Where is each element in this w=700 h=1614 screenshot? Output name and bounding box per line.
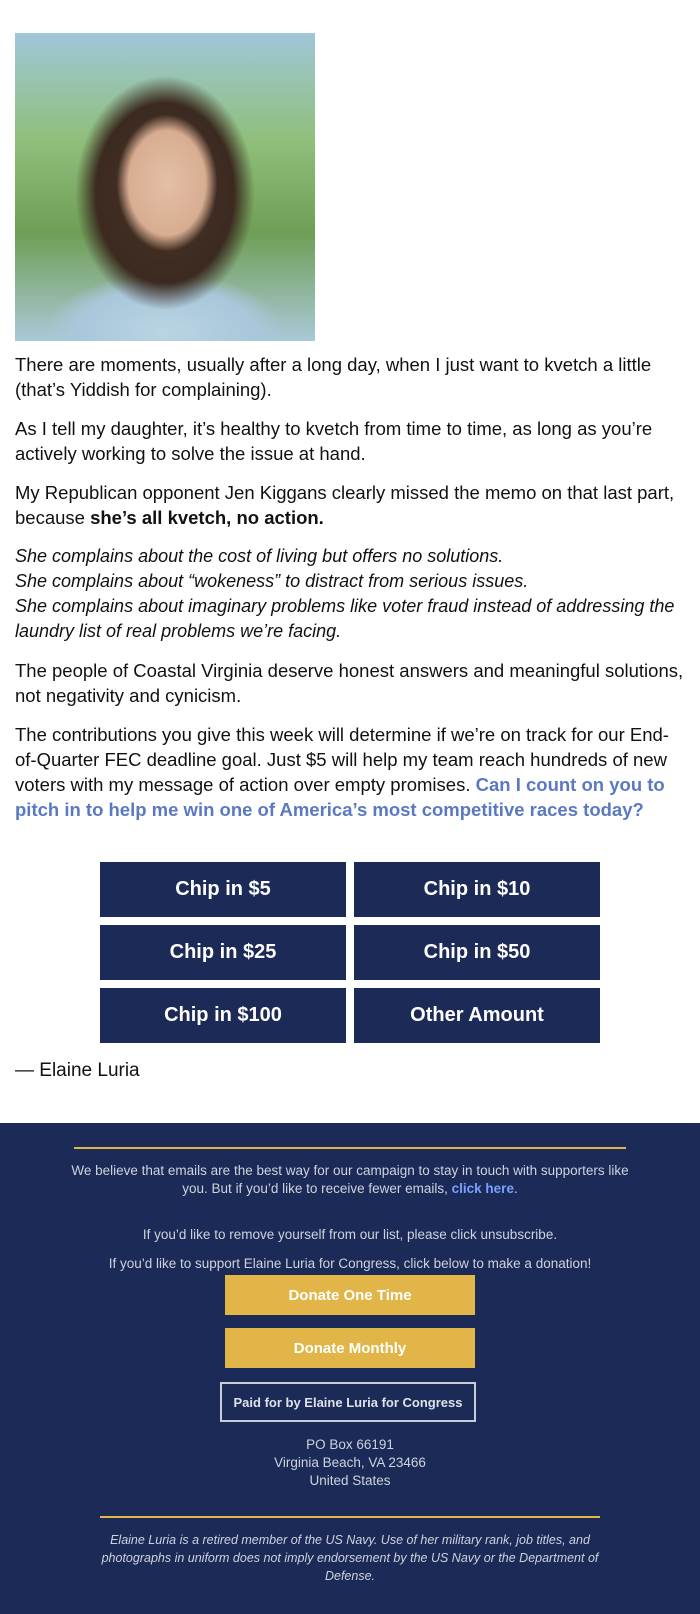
signature: — Elaine Luria <box>15 1060 140 1081</box>
opponent-emphasis: she’s all kvetch, no action. <box>90 507 324 528</box>
chip-in-25-button[interactable]: Chip in $25 <box>100 925 346 980</box>
fewer-emails-text <box>70 1162 630 1198</box>
opponent-text: My Republican opponent Jen Kiggans clearly missed the memo on that last part, because <box>15 482 675 528</box>
unsubscribe-text: If you’d like to remove yourself from our list, please click unsubscribe. <box>142 1227 558 1242</box>
chip-in-100-button[interactable]: Chip in $100 <box>100 988 346 1043</box>
address-line: PO Box 66191 <box>306 1437 394 1452</box>
complaint-line: She complains about imaginary problems like voter fraud instead of addressing the laundry list of real problems we’re facing. <box>15 596 675 641</box>
contributions-text: The contributions you give this week will determine if we’re on track for our End-of-Quarter FEC deadline goal. Just $5 will help my team reach hundreds of new voters with my message of action over empty promises. <box>15 724 669 795</box>
candidate-photo <box>15 33 315 341</box>
navy-disclaimer: Elaine Luria is a retired member of the US Navy. Use of her military rank, job titles, and photographs in uniform does not imply endorsement by the US Navy or the Department of Defense. <box>101 1533 599 1583</box>
fewer-emails-period: . <box>513 1181 518 1196</box>
footer <box>0 1123 700 1614</box>
fewer-emails-message: We believe that emails are the best way for our campaign to stay in touch with supporters like you. But if you’d like to receive fewer emails, <box>71 1163 629 1196</box>
paragraph-opponent <box>15 480 687 530</box>
support-text: If you’d like to support Elaine Luria for Congress, click below to make a donation! <box>108 1256 592 1271</box>
other-amount-button[interactable]: Other Amount <box>354 988 600 1043</box>
paragraph-coastal-virginia: The people of Coastal Virginia deserve honest answers and meaningful solutions, not negativity and cynicism. <box>15 660 684 706</box>
mailing-address <box>0 1436 700 1490</box>
complaints-list <box>15 544 687 644</box>
paragraph-daughter: As I tell my daughter, it’s healthy to kvetch from time to time, as long as you’re actively working to solve the issue at hand. <box>15 418 653 464</box>
paid-for-disclaimer: Paid for by Elaine Luria for Congress <box>220 1382 476 1422</box>
donate-one-time-button[interactable]: Donate One Time <box>225 1275 475 1315</box>
footer-divider-bottom <box>100 1516 600 1518</box>
paragraph-kvetch: There are moments, usually after a long day, when I just want to kvetch a little (that’s Yiddish for complaining). <box>15 354 652 400</box>
address-line: Virginia Beach, VA 23466 <box>274 1455 426 1470</box>
fewer-emails-link[interactable]: click here <box>451 1181 514 1196</box>
complaint-line: She complains about “wokeness” to distract from serious issues. <box>15 571 529 591</box>
donation-buttons <box>100 862 600 1043</box>
complaint-line: She complains about the cost of living but offers no solutions. <box>15 546 504 566</box>
donate-monthly-button[interactable]: Donate Monthly <box>225 1328 475 1368</box>
address-line: United States <box>309 1473 391 1488</box>
footer-divider-top <box>74 1147 626 1149</box>
chip-in-50-button[interactable]: Chip in $50 <box>354 925 600 980</box>
chip-in-10-button[interactable]: Chip in $10 <box>354 862 600 917</box>
pitch-in-link[interactable]: Can I count on you to pitch in to help me win one of America’s most competitive races today? <box>15 774 665 820</box>
chip-in-5-button[interactable]: Chip in $5 <box>100 862 346 917</box>
message-content <box>15 352 687 836</box>
paragraph-contributions <box>15 722 687 822</box>
